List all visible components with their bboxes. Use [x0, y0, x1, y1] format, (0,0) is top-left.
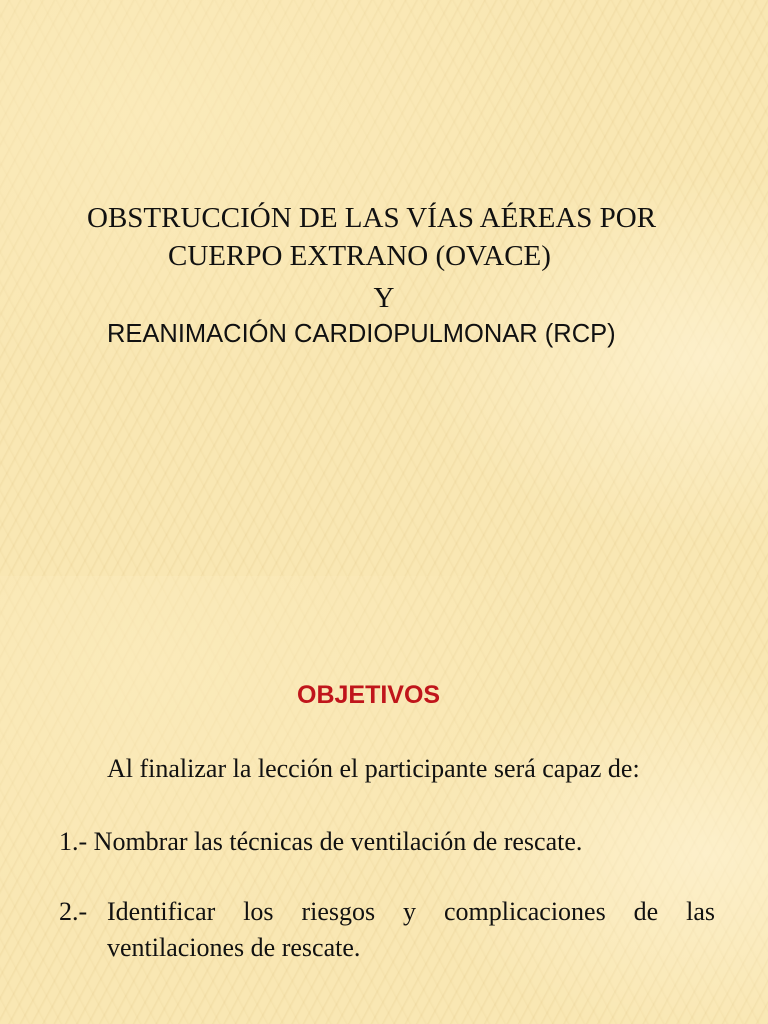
title-line-3: Y: [373, 282, 395, 314]
objective-item-1-number: 1.-: [59, 827, 88, 856]
objectives-intro: Al finalizar la lección el participante será capaz de:: [107, 754, 640, 783]
objective-item-2-number: 2.-: [59, 897, 88, 926]
objective-item-1: [59, 827, 582, 857]
objectives-heading: OBJETIVOS: [297, 681, 441, 709]
title-line-1: OBSTRUCCIÓN DE LAS VÍAS AÉREAS POR: [87, 202, 657, 234]
title-line-4: REANIMACIÓN CARDIOPULMONAR (RCP): [107, 320, 616, 348]
objective-item-2: [59, 894, 715, 966]
title-line-2: CUERPO EXTRANO (OVACE): [168, 240, 551, 272]
objective-item-1-text: Nombrar las técnicas de ventilación de rescate.: [93, 827, 583, 856]
objective-item-2-text: Identificar los riesgos y complicaciones de las ventilaciones de rescate.: [107, 897, 715, 962]
